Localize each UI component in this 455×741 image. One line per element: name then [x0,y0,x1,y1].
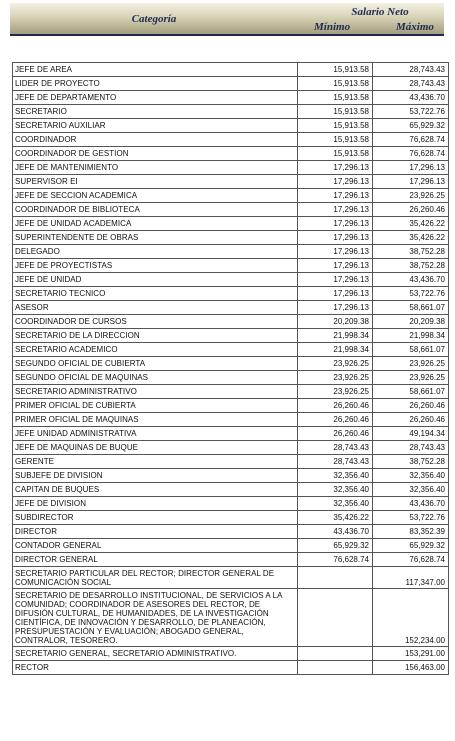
table-row [13,647,449,661]
minimum-salary-cell: 26,260.46 [298,413,373,427]
table-row [13,119,449,133]
minimum-salary-cell: 15,913.58 [298,133,373,147]
category-cell: JEFE DE MANTENIMIENTO [13,161,298,175]
maximum-salary-cell: 53,722.76 [373,287,449,301]
maximum-salary-cell: 35,426.22 [373,217,449,231]
category-cell: DIRECTOR GENERAL [13,553,298,567]
category-header: Categoría [131,13,177,25]
minimum-salary-cell: 17,296.13 [298,273,373,287]
salary-table [12,62,449,675]
category-cell: SECRETARIO PARTICULAR DEL RECTOR; DIRECTOR GENERAL DE COMUNICACIÓN SOCIAL [13,567,298,589]
minimum-salary-cell: 23,926.25 [298,385,373,399]
table-row [13,399,449,413]
category-cell: SECRETARIO AUXILIAR [13,119,298,133]
table-header [10,3,444,36]
minimum-salary-cell: 15,913.58 [298,91,373,105]
category-cell: COORDINADOR DE BIBLIOTECA [13,203,298,217]
category-cell: SUPERVISOR EI [13,175,298,189]
category-cell: DIRECTOR [13,525,298,539]
maximum-salary-cell: 35,426.22 [373,231,449,245]
category-cell: SECRETARIO ACADEMICO [13,343,298,357]
table-row [13,175,449,189]
table-row [13,63,449,77]
table-row [13,539,449,553]
table-row [13,357,449,371]
category-cell: JEFE DE UNIDAD ACADEMICA [13,217,298,231]
table-row [13,385,449,399]
table-row [13,497,449,511]
maximum-salary-cell: 28,743.43 [373,63,449,77]
category-cell: JEFE DE SECCION ACADEMICA [13,189,298,203]
minimum-salary-cell: 32,356.40 [298,483,373,497]
table-row [13,77,449,91]
category-cell: JEFE DE DEPARTAMENTO [13,91,298,105]
maximum-salary-cell: 65,929.32 [373,539,449,553]
header-divider [10,34,444,36]
minimum-salary-cell: 32,356.40 [298,497,373,511]
minimum-salary-cell: 26,260.46 [298,399,373,413]
minimum-salary-cell: 17,296.13 [298,189,373,203]
maximum-salary-cell: 32,356.40 [373,483,449,497]
category-cell: ASESOR [13,301,298,315]
minimum-salary-cell: 21,998.34 [298,343,373,357]
minimum-salary-cell: 17,296.13 [298,217,373,231]
category-cell: JEFE DE PROYECTISTAS [13,259,298,273]
maximum-salary-cell: 26,260.46 [373,203,449,217]
category-cell: JEFE DE UNIDAD [13,273,298,287]
table-row [13,589,449,647]
maximum-header: Máximo [396,21,434,33]
category-cell: LIDER DE PROYECTO [13,77,298,91]
category-cell: PRIMER OFICIAL DE CUBIERTA [13,399,298,413]
category-cell: GERENTE [13,455,298,469]
category-cell: DELEGADO [13,245,298,259]
minimum-salary-cell: 15,913.58 [298,63,373,77]
maximum-salary-cell: 38,752.28 [373,259,449,273]
minimum-header: Mínimo [314,21,351,33]
category-cell: JEFE UNIDAD ADMINISTRATIVA [13,427,298,441]
category-cell: JEFE DE AREA [13,63,298,77]
table-row [13,203,449,217]
table-row [13,441,449,455]
salary-table-body [13,63,449,675]
minimum-salary-cell: 23,926.25 [298,371,373,385]
minimum-salary-cell: 43,436.70 [298,525,373,539]
maximum-salary-cell: 58,661.07 [373,385,449,399]
minimum-salary-cell: 17,296.13 [298,203,373,217]
category-cell: SECRETARIO DE LA DIRECCION [13,329,298,343]
minimum-salary-cell: 35,426.22 [298,511,373,525]
maximum-salary-cell: 83,352.39 [373,525,449,539]
category-cell: PRIMER OFICIAL DE MAQUINAS [13,413,298,427]
table-row [13,301,449,315]
maximum-salary-cell: 23,926.25 [373,371,449,385]
minimum-salary-cell [298,647,373,661]
category-cell: CAPITAN DE BUQUES [13,483,298,497]
maximum-salary-cell: 26,260.46 [373,399,449,413]
minimum-salary-cell: 17,296.13 [298,175,373,189]
table-row [13,329,449,343]
maximum-salary-cell: 156,463.00 [373,661,449,675]
table-row [13,525,449,539]
table-row [13,511,449,525]
maximum-salary-cell: 58,661.07 [373,343,449,357]
maximum-salary-cell: 32,356.40 [373,469,449,483]
maximum-salary-cell: 49,194.34 [373,427,449,441]
table-row [13,259,449,273]
minimum-salary-cell: 21,998.34 [298,329,373,343]
net-salary-header: Salario Neto [351,6,409,18]
table-row [13,455,449,469]
maximum-salary-cell: 28,743.43 [373,77,449,91]
category-cell: SUBJEFE DE DIVISION [13,469,298,483]
category-cell: SECRETARIO [13,105,298,119]
minimum-salary-cell: 28,743.43 [298,441,373,455]
table-row [13,245,449,259]
minimum-salary-cell: 76,628.74 [298,553,373,567]
minimum-salary-cell: 65,929.32 [298,539,373,553]
maximum-salary-cell: 117,347.00 [373,567,449,589]
maximum-salary-cell: 43,436.70 [373,91,449,105]
table-row [13,147,449,161]
category-cell: CONTADOR GENERAL [13,539,298,553]
table-row [13,189,449,203]
maximum-salary-cell: 43,436.70 [373,497,449,511]
table-row [13,343,449,357]
table-row [13,483,449,497]
minimum-salary-cell [298,567,373,589]
minimum-salary-cell: 23,926.25 [298,357,373,371]
table-row [13,231,449,245]
minimum-salary-cell: 20,209.38 [298,315,373,329]
maximum-salary-cell: 76,628.74 [373,553,449,567]
maximum-salary-cell: 43,436.70 [373,273,449,287]
maximum-salary-cell: 28,743.43 [373,441,449,455]
maximum-salary-cell: 76,628.74 [373,147,449,161]
maximum-salary-cell: 23,926.25 [373,357,449,371]
category-cell: COORDINADOR [13,133,298,147]
category-cell: SEGUNDO OFICIAL DE CUBIERTA [13,357,298,371]
table-row [13,427,449,441]
table-row [13,105,449,119]
category-cell: SUBDIRECTOR [13,511,298,525]
maximum-salary-cell: 65,929.32 [373,119,449,133]
maximum-salary-cell: 17,296.13 [373,161,449,175]
table-row [13,413,449,427]
maximum-salary-cell: 21,998.34 [373,329,449,343]
category-cell: SECRETARIO TECNICO [13,287,298,301]
table-row [13,287,449,301]
table-row [13,273,449,287]
table-row [13,91,449,105]
maximum-salary-cell: 153,291.00 [373,647,449,661]
category-cell: JEFE DE DIVISION [13,497,298,511]
table-row [13,469,449,483]
minimum-salary-cell: 17,296.13 [298,287,373,301]
minimum-salary-cell: 17,296.13 [298,245,373,259]
table-row [13,133,449,147]
maximum-salary-cell: 152,234.00 [373,589,449,647]
category-cell: RECTOR [13,661,298,675]
maximum-salary-cell: 53,722.76 [373,105,449,119]
minimum-salary-cell: 17,296.13 [298,231,373,245]
maximum-salary-cell: 38,752.28 [373,455,449,469]
category-cell: JEFE DE MAQUINAS DE BUQUE [13,441,298,455]
maximum-salary-cell: 20,209.38 [373,315,449,329]
minimum-salary-cell: 17,296.13 [298,301,373,315]
table-row [13,161,449,175]
category-cell: COORDINADOR DE GESTION [13,147,298,161]
maximum-salary-cell: 26,260.46 [373,413,449,427]
category-cell: SEGUNDO OFICIAL DE MAQUINAS [13,371,298,385]
table-row [13,217,449,231]
minimum-salary-cell: 28,743.43 [298,455,373,469]
table-row [13,315,449,329]
maximum-salary-cell: 38,752.28 [373,245,449,259]
category-cell: SECRETARIO DE DESARROLLO INSTITUCIONAL, DE SERVICIOS A LA COMUNIDAD; COORDINADOR DE ASESORES DEL RECTOR, DE DIFUSIÓN CULTURAL, DE HUMANIDADES, DE LA INVESTIGACIÓN CIENTÍFICA, DE INNOVACIÓN Y DESARROLLO, DE PLANEACIÓN, PRESUPUESTACIÓN Y EVALUACIÓN; ABOGADO GENERAL, CONTRALOR, TESORERO. [13,589,298,647]
minimum-salary-cell: 15,913.58 [298,105,373,119]
minimum-salary-cell: 32,356.40 [298,469,373,483]
maximum-salary-cell: 23,926.25 [373,189,449,203]
table-row [13,567,449,589]
table-row [13,661,449,675]
category-cell: SECRETARIO GENERAL, SECRETARIO ADMINISTRATIVO. [13,647,298,661]
maximum-salary-cell: 17,296.13 [373,175,449,189]
minimum-salary-cell: 26,260.46 [298,427,373,441]
maximum-salary-cell: 53,722.76 [373,511,449,525]
category-cell: COORDINADOR DE CURSOS [13,315,298,329]
minimum-salary-cell: 17,296.13 [298,259,373,273]
category-cell: SUPERINTENDENTE DE OBRAS [13,231,298,245]
minimum-salary-cell: 17,296.13 [298,161,373,175]
table-row [13,371,449,385]
minimum-salary-cell [298,661,373,675]
minimum-salary-cell [298,589,373,647]
category-cell: SECRETARIO ADMINISTRATIVO [13,385,298,399]
maximum-salary-cell: 58,661.07 [373,301,449,315]
minimum-salary-cell: 15,913.58 [298,119,373,133]
minimum-salary-cell: 15,913.58 [298,147,373,161]
table-row [13,553,449,567]
minimum-salary-cell: 15,913.58 [298,77,373,91]
maximum-salary-cell: 76,628.74 [373,133,449,147]
